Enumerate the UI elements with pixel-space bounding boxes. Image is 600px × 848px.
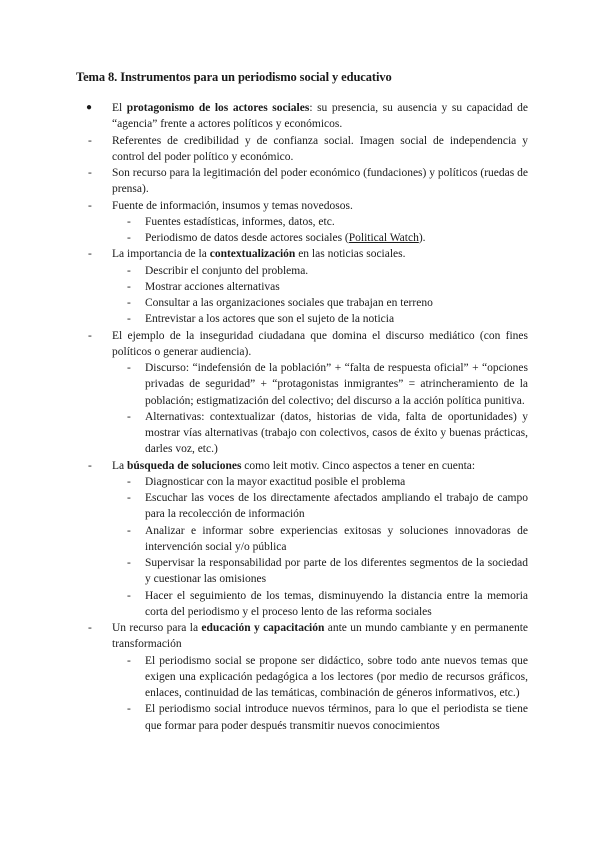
dash-marker: - (127, 297, 131, 309)
list-item: - Son recurso para la legitimación del poder económico (fundaciones) y políticos (ruedas de prensa). (88, 167, 528, 196)
dash-marker: - (88, 622, 92, 634)
dash-marker: - (88, 329, 92, 342)
sub-list-item: - El periodismo social se propone ser didáctico, sobre todo ante nuevos temas que exigen una explicación pedagógica a los lectores (por medio de recursos gráficos, enlaces, continuidad de las temáticas, combinación de géneros informativos, etc.) (127, 654, 528, 699)
sub-list-item: - Fuentes estadísticas, informes, datos, etc. (112, 214, 528, 230)
dash-marker: - (127, 475, 131, 488)
dash-marker: - (88, 248, 92, 261)
political-watch-link[interactable]: Political Watch (348, 232, 419, 244)
sub-list (112, 214, 528, 247)
dash-marker: - (127, 215, 131, 228)
sub-list (112, 360, 528, 458)
sub-list-item: - Diagnosticar con la mayor exactitud posible el problema (112, 474, 528, 490)
bullet-marker: ● (86, 102, 93, 113)
list-item: - La búsqueda de soluciones como leit motiv. Cinco aspectos a tener en cuenta: - Diagnosticar con la mayor exactitud posible el problema - Escuchar las voces de los directamente afectados ampliando el trabajo de campo para la recolección de información - Analizar e informar sobre experiencias exitosas y soluciones innovadoras de intervención social y/o pública - Supervisar la responsabilidad por parte de los diferentes segmentos de la sociedad y cuestionar las omisiones - Hacer el seguimiento de los temas, disminuyendo la distancia entre la memoria corta del periodismo y el proceso lento de las reforma sociales (0, 458, 528, 621)
sub-list-item: - Consultar a las organizaciones sociales que trabajan en terreno (112, 295, 528, 311)
dash-marker: - (88, 134, 92, 147)
list-item: ● El protagonismo de los actores sociales: su presencia, su ausencia y su capacidad de “agencia” frente a actores políticos y económicos. (86, 102, 528, 131)
dash-marker: - (127, 280, 131, 293)
sub-list-item: - Periodismo de datos desde actores sociales (Political Watch). (112, 230, 528, 246)
dash-marker: - (127, 410, 131, 423)
sub-list-item: - Discurso: “indefensión de la población” + “falta de respuesta oficial” + “opciones privadas de seguridad” + “protagonistas inmigrantes” = atrincheramiento de la población; estigmatización del colectivo; del discurso a la acción política punitiva. (127, 362, 528, 407)
sub-list-item: - Hacer el seguimiento de los temas, disminuyendo la distancia entre la memoria corta del periodismo y el proceso lento de las reforma sociales (127, 589, 528, 618)
dash-marker: - (127, 524, 131, 537)
dash-marker: - (127, 232, 131, 244)
dash-marker: - (127, 264, 131, 277)
bold-term: educación y capacitación (201, 622, 325, 634)
list-item: - Referentes de credibilidad y de confianza social. Imagen social de independencia y control del poder político y económico. (88, 134, 528, 163)
list-item: - La importancia de la contextualización en las noticias sociales. - Describir el conjunto del problema. - Mostrar acciones alternativas - Consultar a las organizaciones sociales que trabajan en terreno - Entrevistar a los actores que son el sujeto de la noticia (0, 246, 528, 327)
dash-marker: - (88, 167, 92, 179)
sub-list-item: - Mostrar acciones alternativas (112, 279, 528, 295)
main-list (0, 100, 600, 734)
dash-marker: - (127, 654, 131, 667)
dash-marker: - (127, 557, 131, 569)
sub-list-item: - Supervisar la responsabilidad por parte de los diferentes segmentos de la sociedad y cuestionar las omisiones (127, 557, 528, 586)
sub-list (112, 263, 528, 328)
sub-list (112, 474, 528, 620)
dash-marker: - (127, 313, 131, 326)
dash-marker: - (127, 362, 131, 374)
dash-marker: - (88, 459, 92, 472)
sub-list-item: - Analizar e informar sobre experiencias exitosas y soluciones innovadoras de intervención social y/o pública (127, 524, 528, 553)
sub-list-item: - Describir el conjunto del problema. (112, 263, 528, 279)
sub-list-item: - Entrevistar a los actores que son el sujeto de la noticia (112, 311, 528, 327)
bold-term: búsqueda de soluciones (127, 459, 242, 472)
list-item: - Fuente de información, insumos y temas novedosos. - Fuentes estadísticas, informes, datos, etc. - Periodismo de datos desde actores sociales (Political Watch). (0, 198, 528, 247)
document-title: Tema 8. Instrumentos para un periodismo social y educativo (76, 70, 392, 84)
sub-list-item: - Alternativas: contextualizar (datos, historias de vida, falta de oportunidades) y mostrar vías alternativas (trabajo con colectivos, casos de éxito y buenas prácticas, darles voz, etc.) (127, 410, 528, 456)
dash-marker: - (127, 703, 131, 716)
sub-list-item: - El periodismo social introduce nuevos términos, para lo que el periodista se tiene que formar para poder después transmitir nuevos conocimientos (127, 703, 528, 732)
sub-list-item: - Escuchar las voces de los directamente afectados ampliando el trabajo de campo para la recolección de información (127, 492, 528, 521)
list-item: - Un recurso para la educación y capacitación ante un mundo cambiante y en permanente transformación - El periodismo social se propone ser didáctico, sobre todo ante nuevos temas que exigen una explicación pedagógica a los lectores (por medio de recursos gráficos, enlaces, continuidad de las temáticas, combinación de géneros informativos, etc.) - El periodismo social introduce nuevos términos, para lo que el periodista se tiene que formar para poder después transmitir nuevos conocimientos (0, 620, 528, 734)
list-item: - El ejemplo de la inseguridad ciudadana que domina el discurso mediático (con fines políticos o generar audiencia). - Discurso: “indefensión de la población” + “falta de respuesta oficial” + “opciones privadas de seguridad” + “protagonistas inmigrantes” = atrincheramiento de la población; estigmatización del colectivo; del discurso a la acción política punitiva. - Alternativas: contextualizar (datos, historias de vida, falta de oportunidades) y mostrar vías alternativas (trabajo con colectivos, casos de éxito y buenas prácticas, darles voz, etc.) (0, 328, 528, 458)
dash-marker: - (88, 199, 92, 212)
bold-term: protagonismo de los actores sociales (126, 102, 310, 114)
bold-term: contextualización (209, 248, 296, 261)
dash-marker: - (127, 492, 131, 504)
dash-marker: - (127, 589, 131, 602)
sub-list (112, 653, 528, 734)
